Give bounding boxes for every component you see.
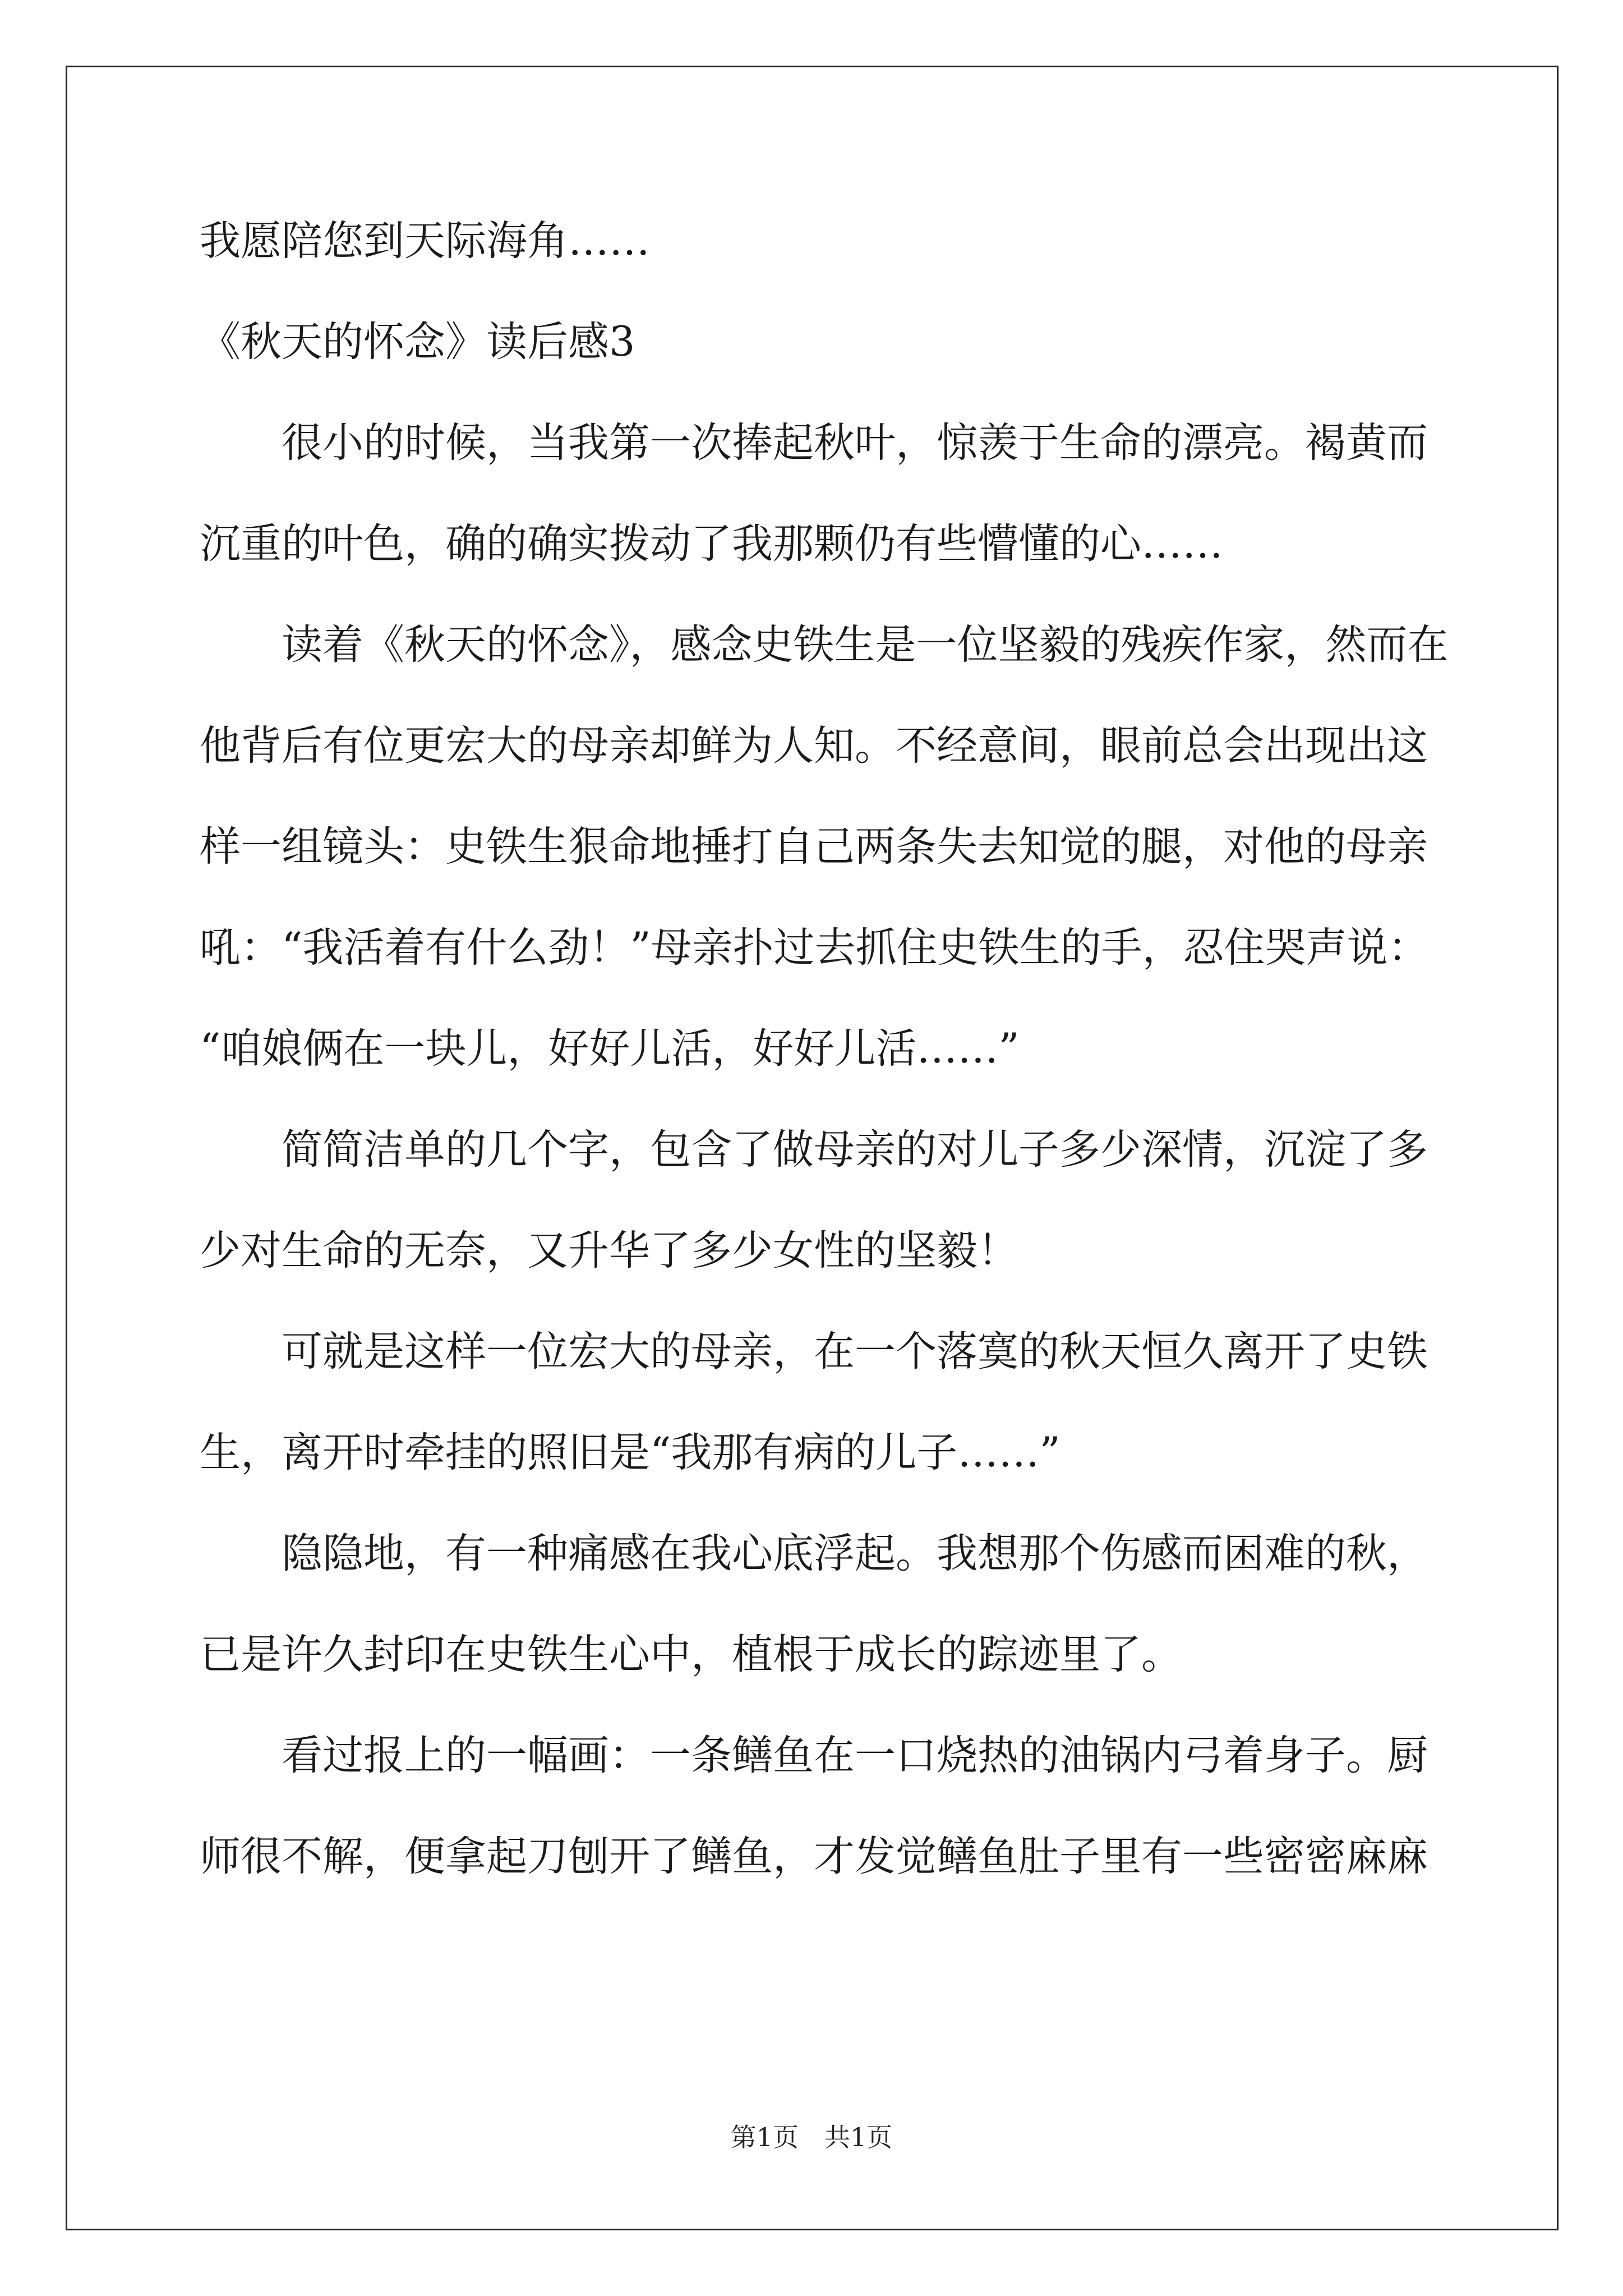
paragraph-line: 师很不解，便拿起刀刨开了鳝鱼，才发觉鳝鱼肚子里有一些密密麻麻 [200,1833,1428,1880]
page-total: 共1页 [824,2122,893,2152]
paragraph-line: 样一组镜头：史铁生狠命地捶打自己两条失去知觉的腿，对他的母亲 [200,823,1428,871]
paragraph-line: 很小的时候，当我第一次捧起秋叶，惊羡于生命的漂亮。褐黄而 [282,419,1428,467]
paragraph-line: 他背后有位更宏大的母亲却鲜为人知。不经意间，眼前总会出现出这 [200,722,1428,770]
paragraph-line: 读着《秋天的怀念》，感念史铁生是一位坚毅的残疾作家，然而在 [282,621,1449,669]
paragraph-line: “咱娘俩在一块儿，好好儿活，好好儿活……” [200,1025,1020,1073]
paragraph-line: 已是许久封印在史铁生心中，植根于成长的踪迹里了。 [200,1631,1182,1678]
document-body [200,213,1449,1885]
paragraph-line: 少对生命的无奈，又升华了多少女性的坚毅！ [200,1227,1018,1274]
paragraph-line: 隐隐地，有一种痛感在我心底浮起。我想那个伤感而困难的秋， [282,1530,1428,1577]
paragraph-line: 看过报上的一幅画：一条鳝鱼在一口烧热的油锅内弓着身子。厨 [282,1732,1428,1779]
paragraph-line: 生，离开时牵挂的照旧是“我那有病的儿子……” [200,1429,1061,1476]
paragraph-line: 沉重的叶色，确的确实拨动了我那颗仍有些懵懂的心…… [200,520,1223,568]
paragraph-line: 可就是这样一位宏大的母亲，在一个落寞的秋天恒久离开了史铁 [282,1328,1428,1375]
section-heading: 《秋天的怀念》读后感3 [200,318,635,366]
text-line: 我愿陪您到天际海角…… [200,217,650,265]
paragraph-line: 吼：“我活着有什么劲！”母亲扑过去抓住史铁生的手，忍住哭声说： [200,924,1429,972]
page-footer [0,2120,1623,2154]
paragraph-line: 简简洁单的几个字，包含了做母亲的对儿子多少深情，沉淀了多 [282,1126,1428,1174]
page-number: 第1页 [730,2122,799,2152]
